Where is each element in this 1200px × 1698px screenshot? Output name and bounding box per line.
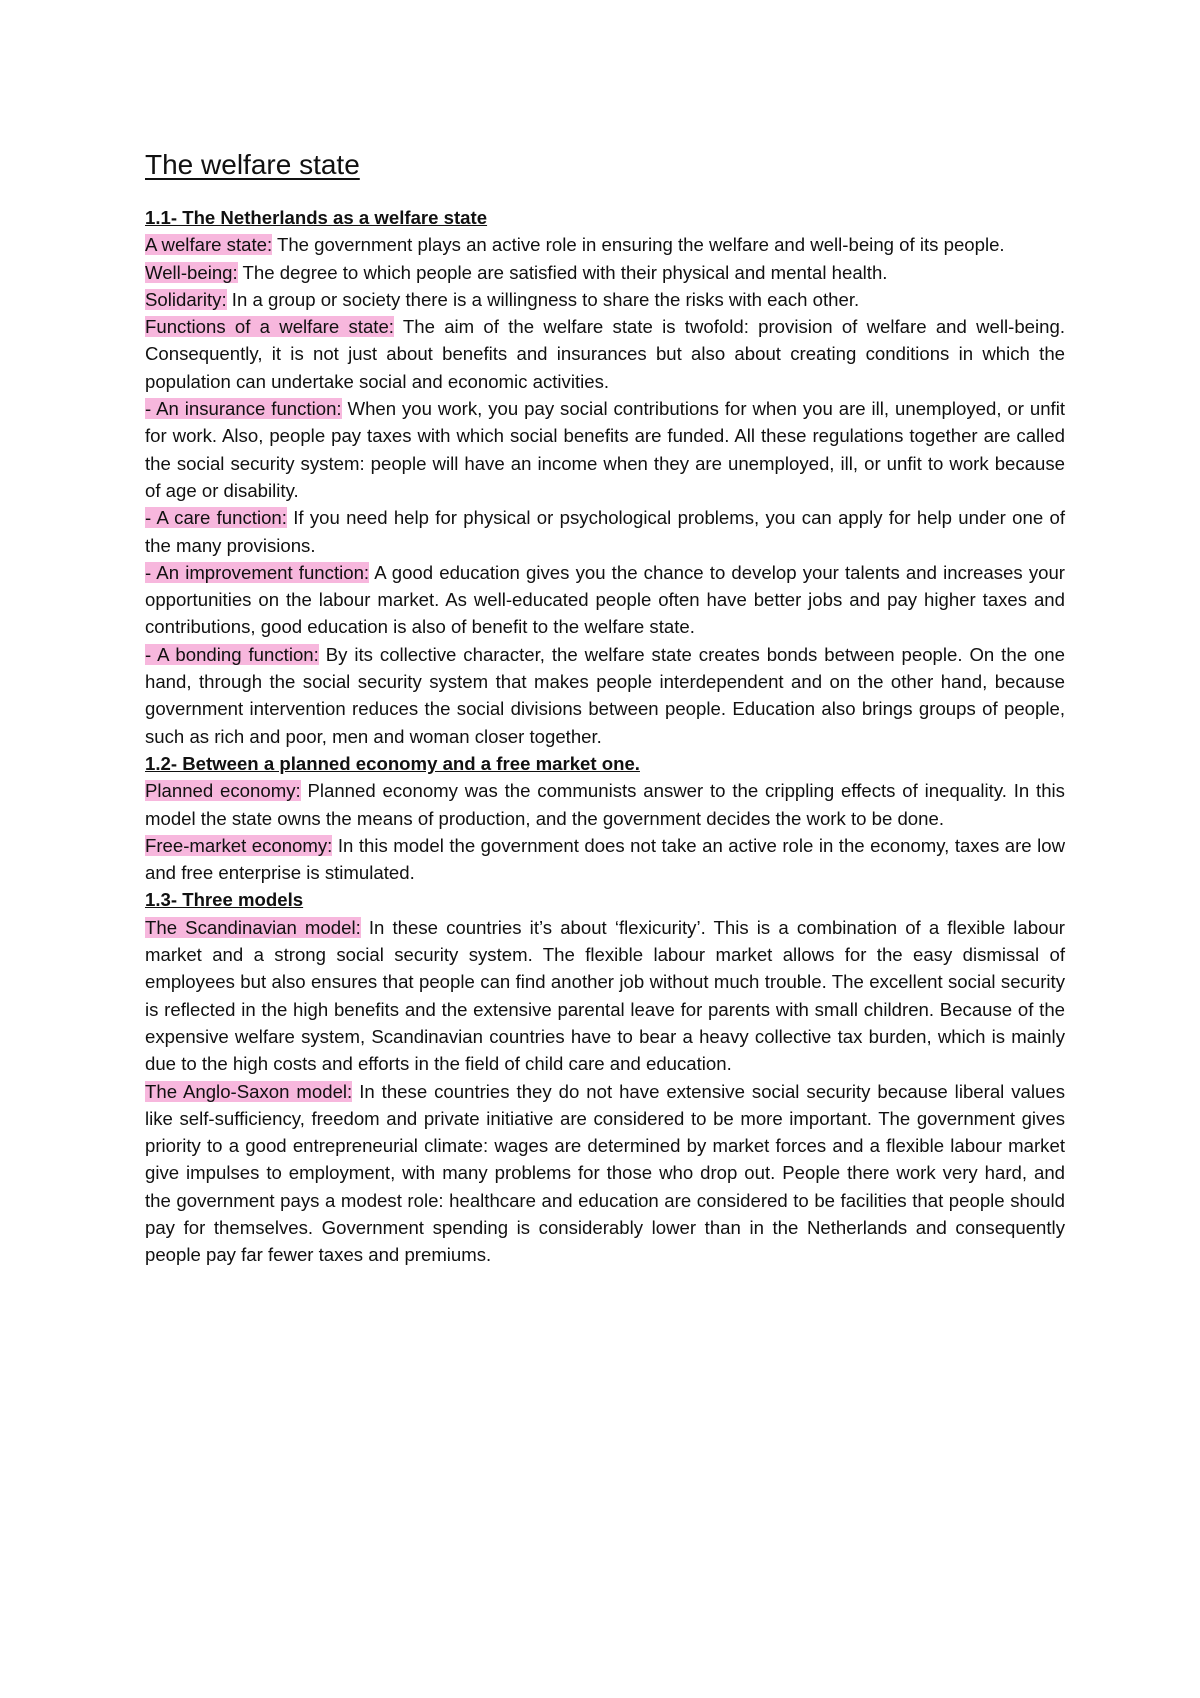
section-heading-1-2: 1.2- Between a planned economy and a free market one. [145,752,640,774]
definition-text: By its collective character, the welfare state creates bonds between people. On the one hand, through the social security system that makes people interdependent and on the other hand, because government intervention reduces the social divisions between people. Education also brings groups of people, such as rich and poor, men and woman closer together. [145,643,1065,747]
highlighted-term: Functions of a welfare state: [145,316,394,338]
highlighted-term: Free-market economy: [145,834,333,856]
section-heading-1-1: 1.1- The Netherlands as a welfare state [145,207,488,228]
highlighted-term: - An improvement function: [145,561,370,583]
definition-scandinavian-model [145,914,1065,1078]
definition-insurance-function [145,395,1065,504]
definition-care-function [145,504,1065,559]
definition-welfare-state [145,231,1065,258]
highlighted-term: - An insurance function: [145,398,342,420]
definition-text: In this model the government does not take an active role in the economy, taxes are low and free enterprise is stimulated. [145,834,1065,884]
definition-well-being [145,259,1065,286]
definition-text: Planned economy was the communists answer to the crippling effects of inequality. In this model the state owns the means of production, and the government decides the work to be done. [145,780,1065,829]
highlighted-term: Well-being: [145,261,238,283]
definition-text: The aim of the welfare state is twofold: provision of welfare and well-being. Consequently, it is not just about benefits and insurances but also about creating conditions in which the population can undertake social and economic activities. [145,316,1065,392]
definition-text: The government plays an active role in ensuring the welfare and well-being of its people. [272,234,1005,256]
highlighted-term: - A care function: [145,507,287,529]
definition-free-market-economy [145,832,1065,887]
definition-improvement-function [145,559,1065,641]
definition-solidarity [145,286,1065,313]
definition-text: In these countries they do not have extensive social security because liberal values like self-sufficiency, freedom and private initiative are considered to be more important. The government gives priority to a good entrepreneurial climate: wages are determined by market forces and a flexible labour market give impulses to employment, with many problems for those who drop out. People there work very hard, and the government pays a modest role: healthcare and education are considered to be facilities that people should pay for themselves. Government spending is considerably lower than in the Netherlands and consequently people pay far fewer taxes and premiums. [145,1080,1066,1266]
definition-text: If you need help for physical or psychological problems, you can apply for help under one of the many provisions. [145,507,1066,556]
highlighted-term: Planned economy: [145,780,301,802]
document-title: The welfare state [145,149,360,180]
highlighted-term: The Scandinavian model: [145,916,361,938]
highlighted-term: The Anglo-Saxon model: [145,1080,353,1102]
definition-text: In these countries it’s about ‘flexicurity’. This is a combination of a flexible labour market and a strong social security system. The flexible labour market allows for the easy dismissal of employees but also ensures that people can find another job without much trouble. The excellent social security is reflected in the high benefits and the extensive parental leave for parents with small children. Because of the expensive welfare system, Scandinavian countries have to bear a heavy collective tax burden, which is mainly due to the high costs and efforts in the field of child care and education. [145,916,1065,1075]
highlighted-term: A welfare state: [145,234,273,256]
definition-functions [145,313,1065,395]
definition-planned-economy [145,777,1065,832]
highlighted-term: - A bonding function: [145,643,319,665]
definition-text: In a group or society there is a willingness to share the risks with each other. [226,288,860,310]
definition-text: The degree to which people are satisfied with their physical and mental health. [237,261,888,283]
section-heading-1-3: 1.3- Three models [145,889,304,911]
highlighted-term: Solidarity: [145,288,227,310]
definition-text: When you work, you pay social contributions for when you are ill, unemployed, or unfit for work. Also, people pay taxes with which social benefits are funded. All these regulations together are called the social security system: people will have an income when they are unemployed, ill, or unfit to work because of age or disability. [145,398,1066,501]
definition-bonding-function [145,641,1065,750]
definition-anglo-saxon-model [145,1078,1065,1269]
document-page [145,148,1065,1269]
definition-text: A good education gives you the chance to develop your talents and increases your opportunities on the labour market. As well-educated people often have better jobs and pay higher taxes and contributions, good education is also of benefit to the welfare state. [145,561,1065,638]
